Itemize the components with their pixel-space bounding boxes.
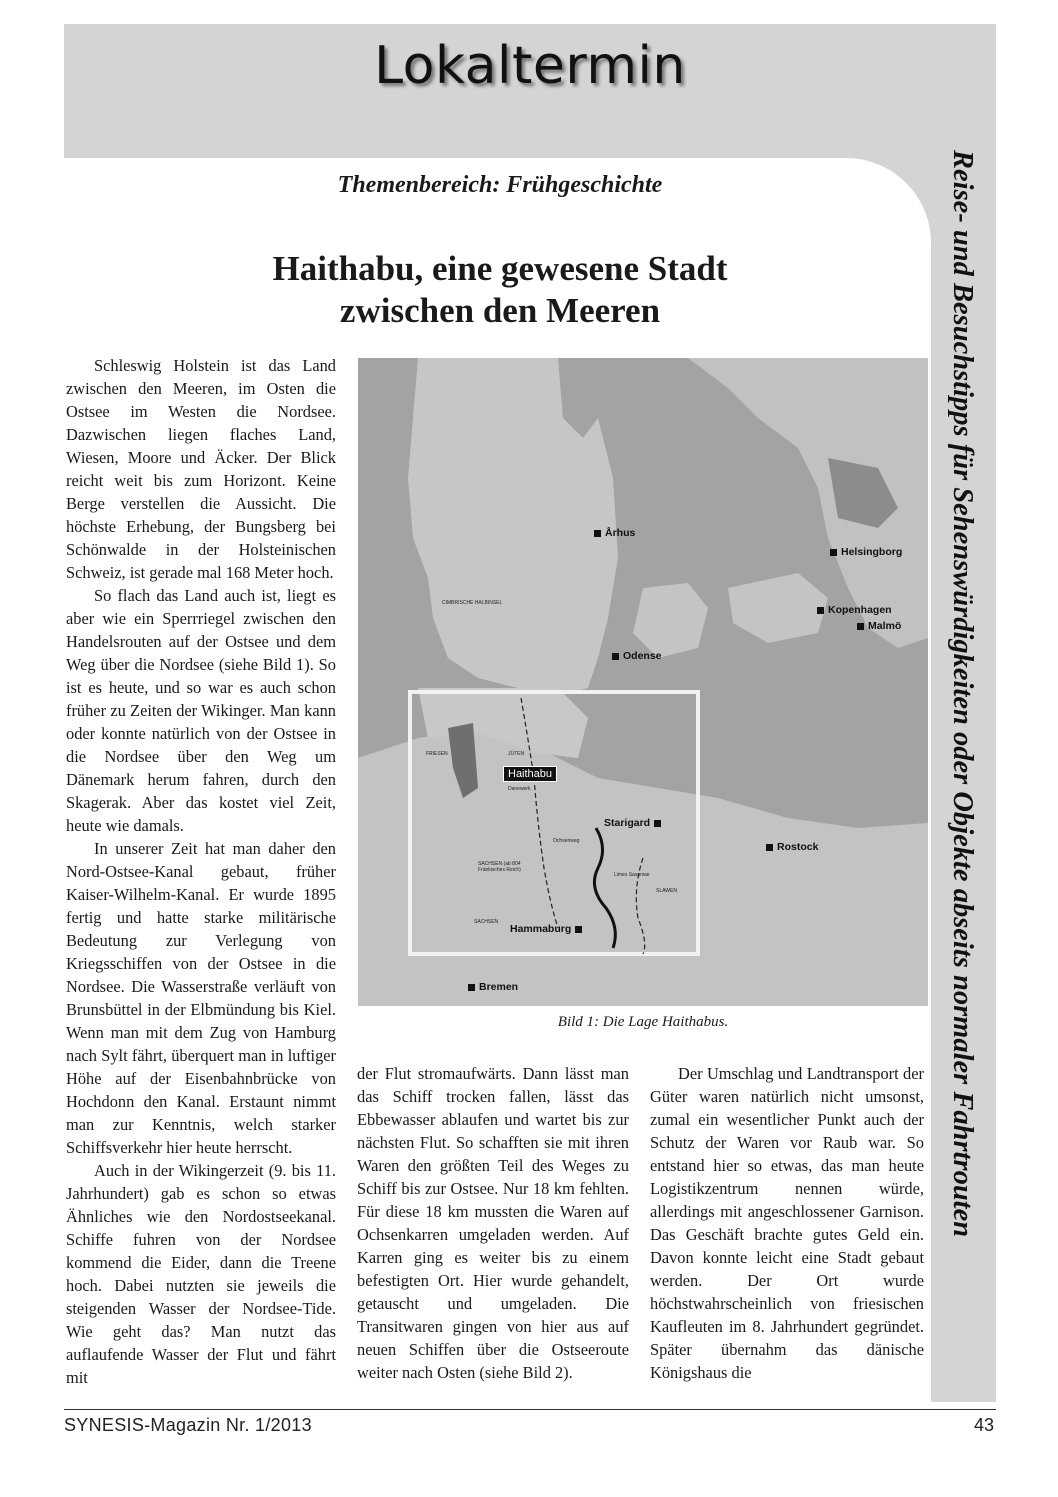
headline-line-2: zwischen den Meeren: [339, 291, 661, 330]
text-column-2: [357, 1062, 629, 1384]
map-label-kopenhagen: Kopenhagen: [817, 604, 892, 616]
headline-line-1: Haithabu, eine gewesene Stadt: [272, 249, 728, 288]
map-graphic: [358, 358, 928, 1006]
map-label-malmo: Malmö: [857, 620, 901, 632]
map-label-bremen: Bremen: [468, 981, 518, 993]
map-label-haithabu: Haithabu: [503, 766, 557, 782]
map-label-cimbrische: CIMBRISCHE HALBINSEL: [442, 600, 503, 606]
map-label-friesen: FRIESEN: [426, 751, 448, 757]
map-label-sachsen-2: SACHSEN: [474, 919, 499, 925]
map-label-danewerk: Danewerk: [508, 786, 531, 792]
page-number: 43: [973, 1415, 994, 1435]
section-title: Lokaltermin: [374, 36, 686, 96]
paragraph: Auch in der Wikingerzeit (9. bis 11. Jahrhundert) gab es schon so etwas Ähnliches wie den Nordostseekanal. Schiffe fuhren von der Nordsee kommend die Eider, dann die Treene hoch. Dabei nutzten sie jeweils die steigenden Wasser der Nordsee-Tide. Wie geht das? Man nutzt das auflaufende Wasser der Flut und fährt mit: [66, 1161, 336, 1387]
footer-rule: [64, 1409, 996, 1410]
paragraph: der Flut stromaufwärts. Dann lässt man das Schiff trocken fallen, lässt das Ebbewasser ablaufen und wartet bis zur nächsten Flut. So schafften sie mit ihren Waren den größten Teil des Weges zu Schiff bis zur Ostsee. Nur 18 km fehlten. Für diese 18 km mussten die Waren auf Ochsenkarren umgeladen werden. Auf Karren ging es weiter bis zu einem befestigten Ort. Hier wurde gehandelt, getauscht und umgeladen. Die Transitwaren gingen von hier aus auf neuen Schiffen über die Ostseeroute weiter nach Osten (siehe Bild 2).: [357, 1064, 629, 1382]
map-label-starigard: Starigard: [604, 817, 661, 829]
paragraph: In unserer Zeit hat man daher den Nord-Ostsee-Kanal gebaut, früher Kaiser-Wilhelm-Kanal. Er wurde 1895 fertig und hatte starke militärische Bedeutung zur Verlegung von Kriegsschiffen von der Ostsee in die Nordsee. Die Wasserstraße verläuft von Brunsbüttel in der Elbmündung bis Kiel. Wenn man mit dem Zug von Hamburg nach Sylt fährt, überquert man in luftiger Höhe auf der Eisenbahnbrücke von Hochdonn den Kanal. Erstaunt nimmt man zur Kenntnis, welch starker Schiffsverkehr hier heute herrscht.: [66, 839, 336, 1157]
magazine-footer: SYNESIS-Magazin Nr. 1/2013: [64, 1415, 312, 1435]
map-label-odense: Odense: [612, 650, 662, 662]
paragraph: Schleswig Holstein ist das Land zwischen den Meeren, im Osten die Ostsee im Westen die Nordsee. Dazwischen liegen flaches Land, Wiesen, Moore und Äcker. Der Blick reicht weit bis zum Horizont. Keine Berge verstellen die Aussicht. Die höchste Erhebung, der Bungsberg bei Schönwalde in der Holsteinischen Schweiz, ist gerade mal 168 Meter hoch.: [66, 356, 336, 582]
side-title-text: Reise- und Besuchstipps für Sehenswürdigkeiten oder Objekte abseits normaler Fahrtrouten: [947, 150, 978, 1238]
text-column-1: [66, 354, 336, 1389]
map-label-rostock: Rostock: [766, 841, 818, 853]
map-label-jueten: JÜTEN: [508, 751, 525, 757]
figure-caption: Bild 1: Die Lage Haithabus.: [557, 1014, 729, 1030]
header-curve: [846, 158, 931, 243]
text-column-3: [650, 1062, 924, 1384]
map-label-arhus: Århus: [594, 527, 635, 539]
article-headline: [200, 248, 800, 332]
map-label-hammaburg: Hammaburg: [510, 923, 582, 935]
side-title: [936, 150, 992, 1390]
map-label-limes: Limes Saxoniae: [614, 872, 650, 878]
map-label-slawen: SLAWEN: [656, 888, 677, 894]
map-label-ochsenweg: Ochsenweg: [553, 838, 580, 844]
map-label-helsingborg: Helsingborg: [830, 546, 902, 558]
map-label-sachsen: SACHSEN (ab 804 Fränkisches Reich): [478, 861, 521, 873]
map-figure: [358, 358, 928, 1006]
paragraph: So flach das Land auch ist, liegt es aber wie ein Sperrriegel zwischen den Handelsrouten auf der Ostsee und dem Weg über die Nordsee (siehe Bild 1). So ist es heute, und so war es auch schon früher zu Zeiten der Wikinger. Man kann oder konnte natürlich von der Ostsee in die Nordsee über den Weg um Dänemark herum fahren, durch den Skagerak. Aber das kostet viel Zeit, heute wie damals.: [66, 586, 336, 835]
theme-line: Themenbereich: Frühgeschichte: [337, 172, 663, 198]
paragraph: Der Umschlag und Landtransport der Güter waren natürlich nicht umsonst, zumal ein wesentlicher Punkt auch der Schutz der Waren vor Raub war. So entstand hier so etwas, das man heute Logistikzentrum nennen würde, allerdings mit angeschlossener Garnison. Das Geschäft brachte gutes Geld ein. Davon konnte leicht eine Stadt gebaut werden. Der Ort wurde höchstwahrscheinlich von friesischen Kaufleuten im 8. Jahrhundert gegründet. Später übernahm das dänische Königshaus die: [650, 1064, 924, 1382]
